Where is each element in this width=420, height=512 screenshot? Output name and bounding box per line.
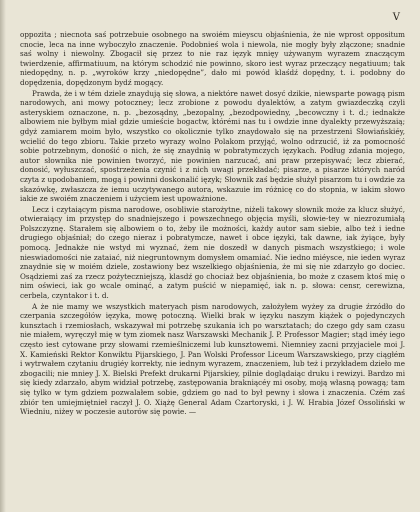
paragraph-2: Prawda, że i w tém dziele znaydują się słowa, a niektóre nawet dosyć dzikie, niewsparte powagą pism narodowych, ani mowy potoczney; lecz zrobione z powodu dyalektów, a zatym gwiazdeczką czyli asteryskiem oznaczone, n. p. „bezosądny, „bezopalny, „bezodpowiedny, „becowczny i t. d.; iednakże albowiem nie byłbym miał gdzie umieście bogactw, którémi nas tu i owdzie inne dyalekty przewyższaią; gdyż zamiarem moim było, wszystko co okolicznie tylko znaydowało się na przestrzeni Słowiańskiéy, wcielić do tego zbioru. Takie przeto wyrazy wolno Polakom przyjąć, wolno odrzucić, iż za pomocność sobie potrzebnym, donośić o nich, że się znaydnią w pobratymczych ięzykach. Podług zdania mojego, autor słownika nie powinien tworzyć, nie powinien narzucać, ani praw przepisywać; lecz zbierać, donosić, wyłuszczać, spostrzeżenia czynić i z nich uwagi przekładać; pisarze, a pisarze których naród czyta z upodobaniem, mogą i powinni doskonalić ięzyk; Słownik zaś będzie służył pisarzom tu i owdzie za skazówkę, zwłaszcza że iemu uczytywanego autora, wskazuie im różnicę co do stopnia, w iakim słowo iakie ze swoiém znaczeniem i użyciem iest upoważnione. <box>20 88 405 204</box>
page-body <box>20 30 405 418</box>
paragraph-4: A że nie mamy we wszystkich materyach pism narodowych, założyłem wyżey za drugie źrzódło do czerpania szczegółów ięzyka, mowę potoczną. Wielki brak w ięzyku naszym kiążek o pojedynczych kunsztach i rzemiosłach, wskazywał mi potrzebę szukania ich po warsztatach; do czego gdy sam czasu nie miałem, wyręczył mię w tym ziomek nasz Warszawski Mechanik J. P. Professor Magier; stąd iméy iego często iest cytowane przy słowami rzemieślniczemi lub kunsztowemi. Niemniey zacni przyjaciele moi J. X. Kamieński Rektor Konwiktu Pijarskiego, J. Pan Wolski Professor Liceum Warszawskiego, przy ciągłém i wytrwałem czytaniu drugiéy korrekty, nie iednym wyrazem, znaczeniem, lub też i przykładem dzieło me zbogacili; nie mniey J. X. Bielski Prefekt drukarni Pijarskiey, pilnie doglądaiąc druku i rewizyi. Bardzo mi się kiedy zdarzało, abym widział potrzebę, zastępowania brakniącéy mi osoby, moją własną powagą; tam się tylko w tym gdziem pozwalałem sobie, gdziem go nad to był pewny i słowa i znaczenia. Czém zaś zbiór ten umiejmiętnieł raczył J. O. Xiążę General Adam Czartoryski, i J. W. Hrabia Józef Ossoliński w Wiedniu, niżey w poczesie autorów się powie. — <box>20 301 405 417</box>
paragraph-3: Lecz i czytaiącym pisma narodowe, osobliwie starożytne, niżeli takowy słownik może za klucz służyć, otwieraiący im przystęp do snadniejszego i powszechnego objęcia myśli, słowie-tey w niezrozumiałą Polszczyznę. Starałem się albowiem o to, żeby ile możności, każdy autor sam siebie, albo też i iedne drugiego objaśniał; do czego nieraz i pobratymcze, nawet i obce ięzyki, tak dawne, iak żyiące, były pomocą. Jednakże nie wstyd mi wyznać, żem nie doszedł w danych pismach wszystkiego; i wole nieswiadomości nie zataiać, niż niegruntownym domysłem omamiać. Nie iedno miéysce, nie ieden wyraz znaydnie się w moiém dziele, zostawiony bez wszelkiego objaśnienia, że mi się nie zdarzyło go dociec. Osądziemi zaś za rzecz pożyteczniejszą, klasdź go chociaż bez objaśnienia, bo może z czasem ktoś mię o nim oświeci, iak go wcale ominąć, a zatym puścić w niepamięć, iak n. p. słowa: censr, cerewizna, cerbela, czyntakor i t. d. <box>20 204 405 301</box>
paragraph-1: oppozita ; niecnota saś potrzebuie osobnego na swoiém mieyscu objaśnienia, że nie wprost oppositum cnocie, leca na inne wyboczyło znaczenie. Podobnieś wola i niewola, nie mogły były złączone; snadnie saś wolny i niewolny. Zbogacił się przez to nie raz ięzyk mnięy używanym wyrazem znaczącym twierdzenie, affirmatiuum, na którym schodzić nie powinno, skoro iest wyraz przeczący negatiuum; tak niedopędny, n. p. „wyroków krzy „niedopędne”, dało mi powód klaśdź dopędny, t. i. podobny do dopędzenia, dopędzonym bydź mogący. <box>20 30 405 87</box>
page-number: V <box>392 12 400 23</box>
page-binding-shadow <box>0 0 6 512</box>
